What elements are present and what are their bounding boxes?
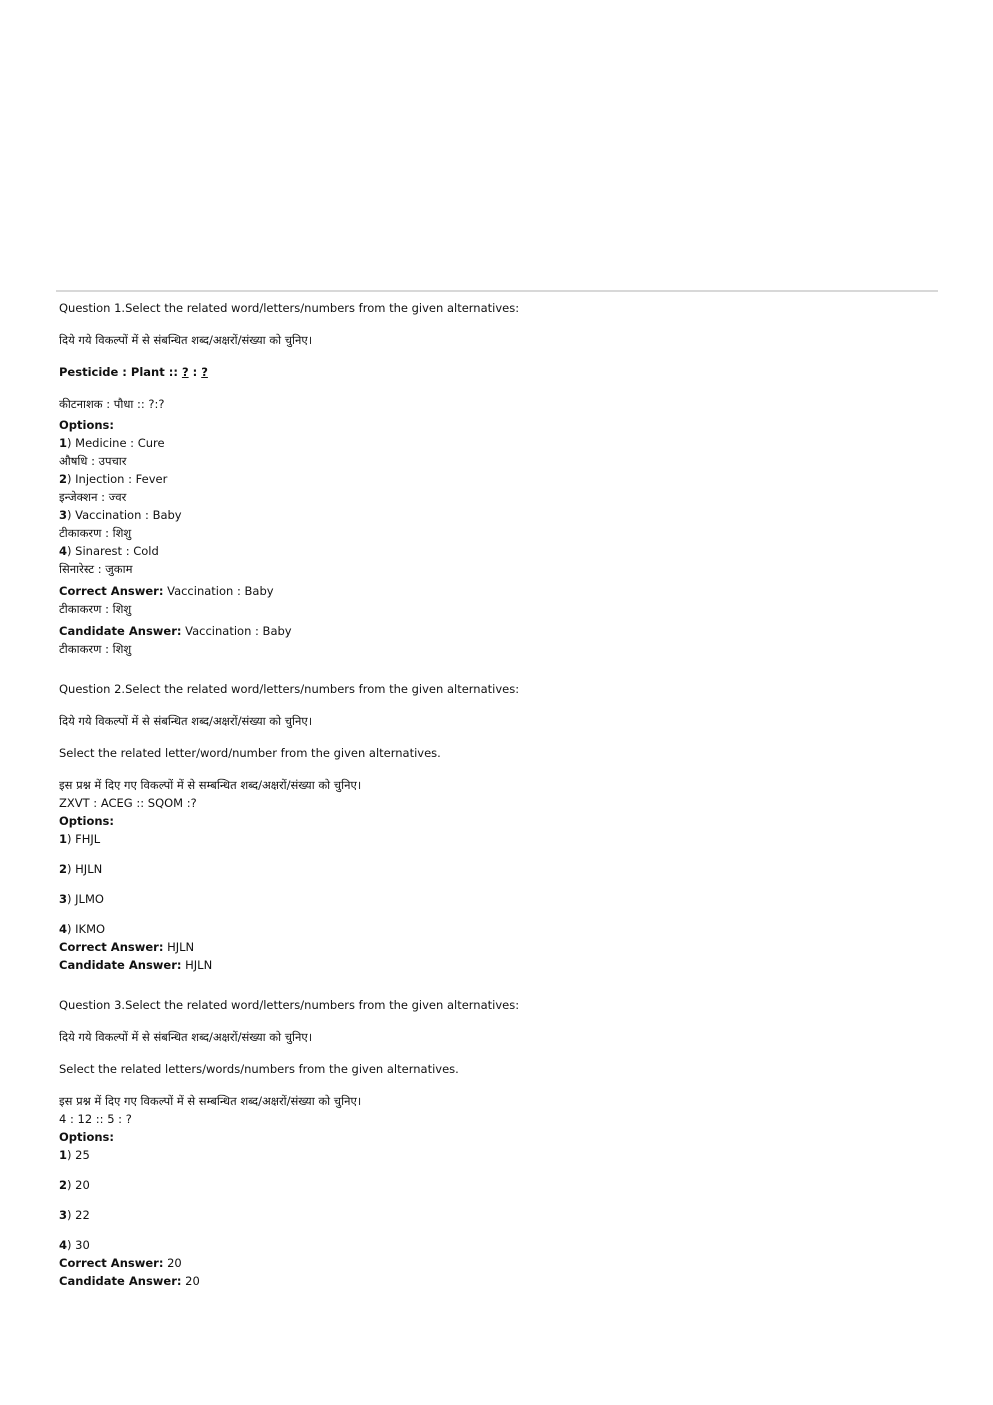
question-prompt-hindi: कीटनाशक : पौधा :: ?:? xyxy=(59,397,165,411)
question-title: Question 1.Select the related word/letters/numbers from the given alternatives: xyxy=(59,301,520,315)
option-2: 2) Injection : Fever xyxy=(59,472,168,486)
question-3 xyxy=(59,996,929,1290)
question-2 xyxy=(59,680,929,974)
option-1: 1) FHJL xyxy=(59,832,101,846)
options-label: Options: xyxy=(59,814,114,828)
question-subtitle-hindi: इस प्रश्न में दिए गए विकल्पों में से सम्बन्धित शब्द/अक्षरों/संख्या को चुनिए। xyxy=(59,1094,362,1108)
candidate-answer: Candidate Answer: HJLN xyxy=(59,958,213,972)
options-list xyxy=(59,434,929,578)
question-list xyxy=(59,299,929,1290)
option-3: 3) 22 xyxy=(59,1208,90,1222)
correct-answer: Correct Answer: 20 xyxy=(59,1256,182,1270)
candidate-answer: Candidate Answer: Vaccination : Baby xyxy=(59,624,292,638)
question-subtitle: Select the related letters/words/numbers from the given alternatives. xyxy=(59,1062,459,1076)
prompt-text: Pesticide : Plant :: xyxy=(59,365,182,379)
option-1-hindi: औषधि : उपचार xyxy=(59,454,127,468)
option-2: 2) 20 xyxy=(59,1178,90,1192)
question-subtitle: Select the related letter/word/number from the given alternatives. xyxy=(59,746,441,760)
option-4: 4) Sinarest : Cold xyxy=(59,544,159,558)
question-title-hindi: दिये गये विकल्पों में से संबन्धित शब्द/अक्षरों/संख्या को चुनिए। xyxy=(59,333,313,347)
options-label: Options: xyxy=(59,418,114,432)
option-3: 3) Vaccination : Baby xyxy=(59,508,182,522)
option-4-hindi: सिनारेस्ट : जुकाम xyxy=(59,562,133,576)
options-label: Options: xyxy=(59,1130,114,1144)
option-4: 4) 30 xyxy=(59,1238,90,1252)
option-4: 4) IKMO xyxy=(59,922,106,936)
question-prompt: ZXVT : ACEG :: SQOM :? xyxy=(59,796,197,810)
question-title: Question 2.Select the related word/letters/numbers from the given alternatives: xyxy=(59,682,520,696)
prompt-blank-1: ? xyxy=(181,365,189,379)
question-title: Question 3.Select the related word/letters/numbers from the given alternatives: xyxy=(59,998,520,1012)
options-list xyxy=(59,830,929,938)
candidate-answer: Candidate Answer: 20 xyxy=(59,1274,200,1288)
prompt-blank-2: ? xyxy=(201,365,208,379)
candidate-answer-hindi: टीकाकरण : शिशु xyxy=(59,642,132,656)
question-prompt xyxy=(59,363,929,381)
section-divider xyxy=(56,290,938,292)
option-2: 2) HJLN xyxy=(59,862,103,876)
option-1: 1) 25 xyxy=(59,1148,90,1162)
options-list xyxy=(59,1146,929,1254)
question-1 xyxy=(59,299,929,658)
option-3: 3) JLMO xyxy=(59,892,104,906)
correct-answer: Correct Answer: HJLN xyxy=(59,940,195,954)
correct-answer-hindi: टीकाकरण : शिशु xyxy=(59,602,132,616)
question-title-hindi: दिये गये विकल्पों में से संबन्धित शब्द/अक्षरों/संख्या को चुनिए। xyxy=(59,714,313,728)
prompt-separator: : xyxy=(188,365,202,379)
option-2-hindi: इन्जेक्शन : ज्वर xyxy=(59,490,127,504)
option-1: 1) Medicine : Cure xyxy=(59,436,165,450)
question-subtitle-hindi: इस प्रश्न में दिए गए विकल्पों में से सम्बन्धित शब्द/अक्षरों/संख्या को चुनिए। xyxy=(59,778,362,792)
option-3-hindi: टीकाकरण : शिशु xyxy=(59,526,132,540)
correct-answer: Correct Answer: Vaccination : Baby xyxy=(59,584,274,598)
question-title-hindi: दिये गये विकल्पों में से संबन्धित शब्द/अक्षरों/संख्या को चुनिए। xyxy=(59,1030,313,1044)
question-prompt: 4 : 12 :: 5 : ? xyxy=(59,1112,132,1126)
